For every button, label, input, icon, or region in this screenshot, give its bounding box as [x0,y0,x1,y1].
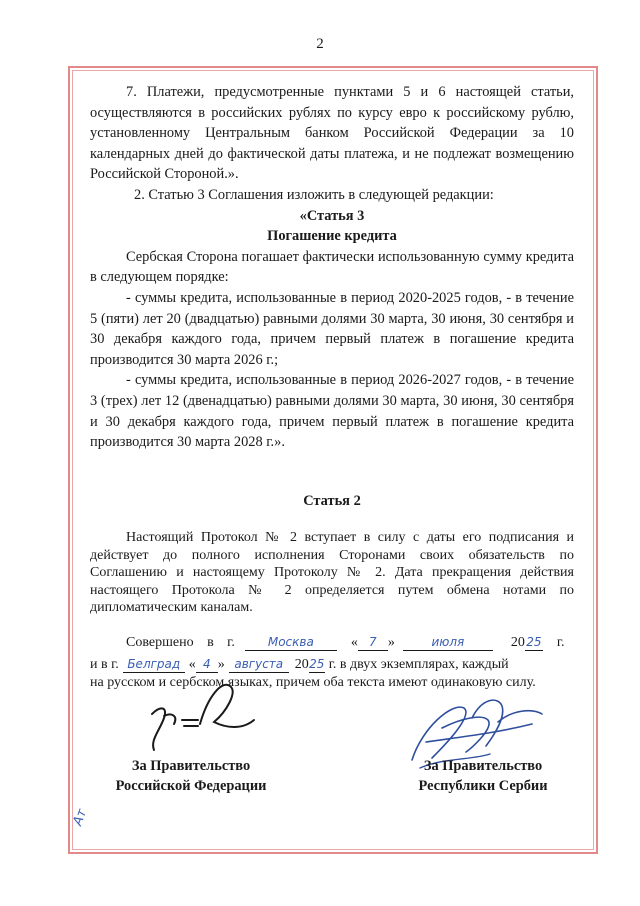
day-1-handwritten: 7 [358,635,388,651]
year-1-handwritten: 25 [526,635,542,650]
article-3-intro: Сербская Сторона погашает фактически использованную сумму кредита в следующем порядке: [90,248,574,286]
month-1-handwritten: июля [403,635,493,651]
article-2-heading: Статья 2 [303,492,361,509]
document-body [90,82,574,692]
payment-clause-7: 7. Платежи, предусмотренные пунктами 5 и 6 настоящей статьи, осуществляются в российских рублях по курсу евро к российскому рублю, установленному Центральным банком Российской Федерации за 10 календарных дней до фактической даты платежа, и не подлежат возмещению Российской Стороной.». [90,84,574,183]
year-2-handwritten: 25 [309,656,325,671]
closing-line-1: Совершено в г. Москва « 7 » июля 20 25 г. [126,635,565,651]
page-number: 2 [316,36,324,52]
closing-line-3: на русском и сербском языках, причем оба текста имеют одинаковую силу. [90,675,536,691]
signatory-russia: За Правительство Российской Федерации [115,758,267,794]
article-2-text: Настоящий Протокол № 2 вступает в силу с даты его подписания и действует до полного исполнения Сторонами своих обязательств по Соглашению и настоящему Протоколу № 2. Дата прекращения действия настоящего Протокола № 2 определяется путем обмена нотами по дипломатическим каналам. [90,530,574,615]
city-belgrade-handwritten: Белград [123,657,185,673]
month-2-handwritten: августа [229,657,289,673]
margin-initials: Ат [70,807,91,828]
russian-signature [138,676,258,756]
day-2-handwritten: 4 [196,657,218,673]
article-3-item-2: - суммы кредита, использованные в период 2026-2027 годов, - в течение 3 (трех) лет 12 (двенадцатью) равными долями 30 марта, 30 июня, 30 сентября и 30 декабря каждого года, причем первый платеж в погашение кредита производится 30 марта 2028 г.». [90,372,574,451]
amendment-instruction: 2. Статью 3 Соглашения изложить в следующей редакции: [134,186,494,203]
city-moscow-handwritten: Москва [245,635,337,651]
article-3-subheading: Погашение кредита [267,228,397,245]
closing-line-2: и в г. Белград « 4 » августа 20 25 г. в двух экземплярах, каждый [90,656,509,672]
signatory-serbia: За Правительство Республики Сербии [418,758,548,794]
article-3-heading: «Статья 3 [299,207,365,224]
article-3-item-1: - суммы кредита, использованные в период 2020-2025 годов, - в течение 5 (пяти) лет 20 (двадцатью) равными долями 30 марта, 30 июня, 30 сентября и 30 декабря каждого года, причем первый платеж в погашение кредита производится 30 марта 2026 г.; [90,289,574,368]
